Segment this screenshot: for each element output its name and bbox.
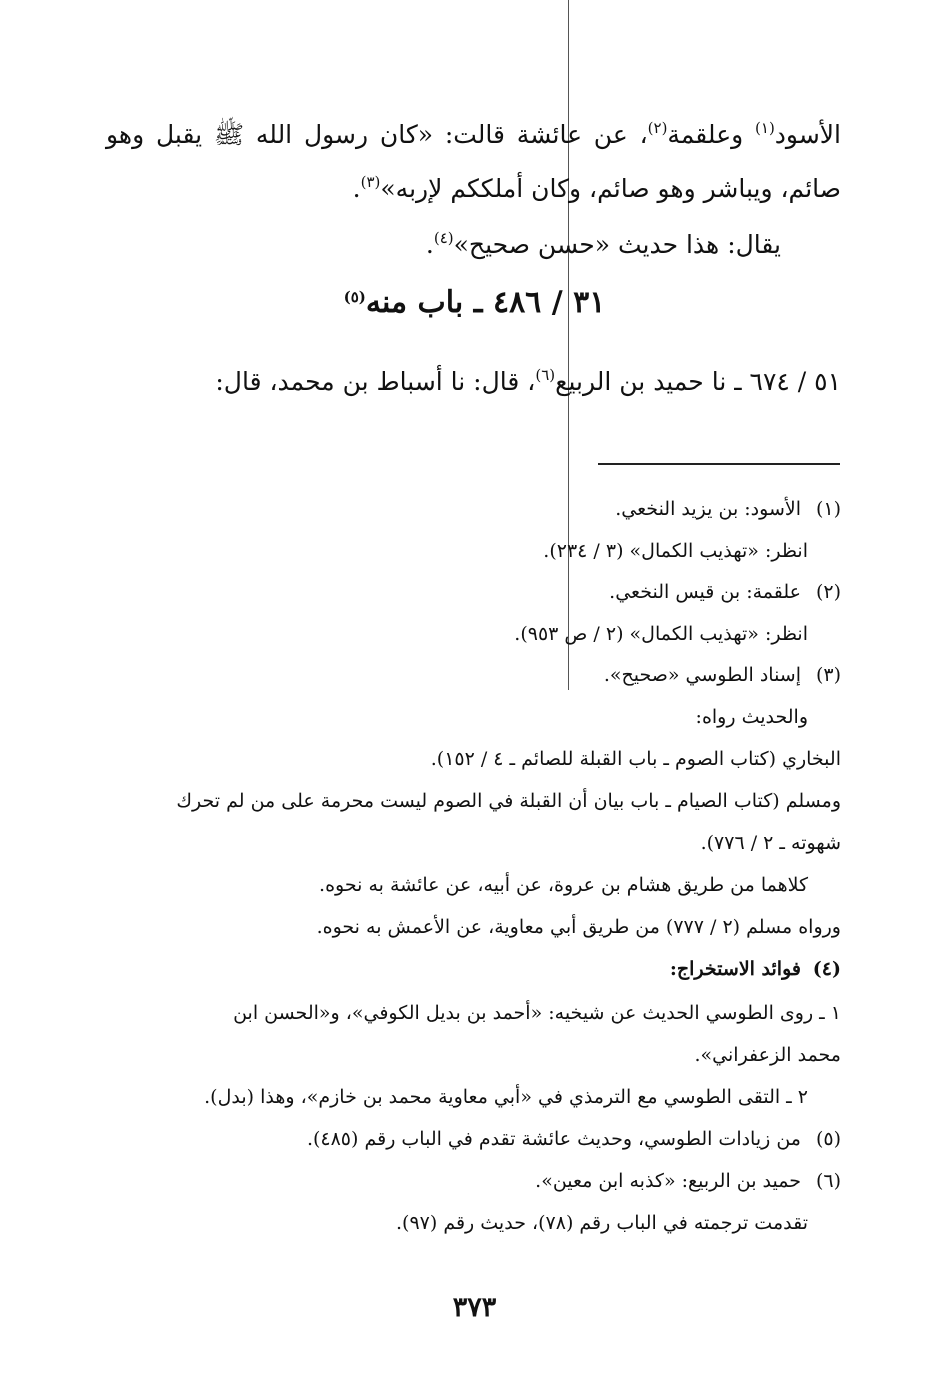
footnote-text: والحديث رواه: bbox=[695, 706, 808, 728]
footnote-text: ومسلم (كتاب الصيام ـ باب بيان أن القبلة في الصوم ليست محرمة على من لم تحرك bbox=[176, 790, 841, 812]
footnote-text: فوائد الاستخراج: bbox=[669, 958, 801, 980]
footnote-line bbox=[73, 619, 841, 649]
footnote-line bbox=[106, 912, 841, 942]
footnote-text: ١ ـ روى الطوسي الحديث عن شيخيه: «أحمد بن بديل الكوفي»، و«الحسن ابن bbox=[233, 1002, 841, 1024]
footnote-number: (٦) bbox=[815, 1170, 841, 1192]
text-aswad: الأسود bbox=[774, 120, 841, 149]
footnote-line bbox=[73, 536, 841, 566]
hadith-chain-end: ، قال: نا أسباط بن محمد، قال: bbox=[215, 367, 536, 396]
footnote-line bbox=[106, 828, 841, 858]
footnote-text: البخاري (كتاب الصوم ـ باب القبلة للصائم ـ ٤ / ١٥٢). bbox=[430, 748, 841, 770]
footnote-line bbox=[106, 1040, 841, 1070]
footnote-number: (٢) bbox=[815, 581, 841, 603]
footnote-separator bbox=[598, 463, 840, 465]
footnote-text: إسناد الطوسي «صحيح». bbox=[603, 664, 801, 686]
chapter-heading-text: ٣١ / ٤٨٦ ـ باب منه bbox=[365, 285, 606, 320]
footnote-line bbox=[73, 702, 841, 732]
footnote-number: (١) bbox=[815, 498, 841, 520]
footnote-line bbox=[106, 998, 841, 1028]
footnote-ref-3: (٣) bbox=[360, 173, 381, 191]
footnote-ref-5: (٥) bbox=[343, 288, 366, 306]
footnote-ref-1: (١) bbox=[755, 119, 775, 137]
footnote-text: من زيادات الطوسي، وحديث عائشة تقدم في الباب رقم (٤٨٥). bbox=[306, 1128, 801, 1150]
footnote-line bbox=[106, 494, 841, 524]
footnote-line bbox=[73, 1208, 841, 1238]
footnote-ref-2: (٢) bbox=[647, 119, 668, 137]
footnote-text: تقدمت ترجمته في الباب رقم (٧٨)، حديث رقم (٩٧). bbox=[396, 1212, 808, 1234]
main-paragraph bbox=[106, 108, 841, 216]
footnote-line bbox=[73, 870, 841, 900]
footnote-line bbox=[106, 577, 841, 607]
hadith-chain-start: ٥١ / ٦٧٤ ـ نا حميد بن الربيع bbox=[555, 367, 841, 396]
hadith-chain bbox=[106, 362, 841, 402]
footnote-line bbox=[106, 744, 841, 774]
footnote-line bbox=[106, 954, 841, 984]
page-number: ٣٧٣ bbox=[452, 1292, 497, 1323]
footnote-ref-4: (٤) bbox=[433, 229, 454, 247]
footnote-number: (٤) bbox=[812, 958, 841, 980]
footnote-text: حميد بن الربيع: «كذبه ابن معين». bbox=[535, 1170, 801, 1192]
grading-text: يقال: هذا حديث «حسن صحيح» bbox=[453, 230, 781, 259]
footnote-text: ٢ ـ التقى الطوسي مع الترمذي في «أبي معاوية محمد بن خازم»، وهذا (بدل). bbox=[204, 1086, 808, 1108]
chapter-heading bbox=[0, 285, 949, 320]
grading-period: . bbox=[425, 230, 434, 259]
footnote-text: انظر: «تهذيب الكمال» (٢ / ص ٩٥٣). bbox=[514, 623, 808, 645]
text-period: . bbox=[352, 174, 361, 203]
footnote-line bbox=[106, 660, 841, 690]
footnote-text: كلاهما من طريق هشام بن عروة، عن أبيه، عن عائشة به نحوه. bbox=[319, 874, 808, 896]
footnote-text: شهوته ـ ٢ / ٧٧٦). bbox=[700, 832, 841, 854]
grading-line bbox=[46, 220, 781, 270]
footnote-line bbox=[106, 786, 841, 816]
footnote-number: (٣) bbox=[815, 664, 841, 686]
text-aisha-quote: ، عن عائشة قالت: «كان رسول الله ﷺ يقبل وهو صائم، ويباشر وهو صائم، وكان أملككم لإربه» bbox=[106, 120, 841, 203]
footnote-text: انظر: «تهذيب الكمال» (٣ / ٢٣٤). bbox=[543, 540, 808, 562]
footnote-number: (٥) bbox=[815, 1128, 841, 1150]
footnote-text: ورواه مسلم (٢ / ٧٧٧) من طريق أبي معاوية، عن الأعمش به نحوه. bbox=[316, 916, 841, 938]
footnote-line bbox=[106, 1124, 841, 1154]
footnote-text: محمد الزعفراني». bbox=[694, 1044, 841, 1066]
text-alqama: وعلقمة bbox=[667, 120, 756, 149]
footnote-text: الأسود: بن يزيد النخعي. bbox=[615, 498, 801, 520]
footnote-line bbox=[73, 1082, 841, 1112]
footnote-text: علقمة: بن قيس النخعي. bbox=[609, 581, 801, 603]
footnote-line bbox=[106, 1166, 841, 1196]
footnote-ref-6: (٦) bbox=[535, 366, 556, 384]
